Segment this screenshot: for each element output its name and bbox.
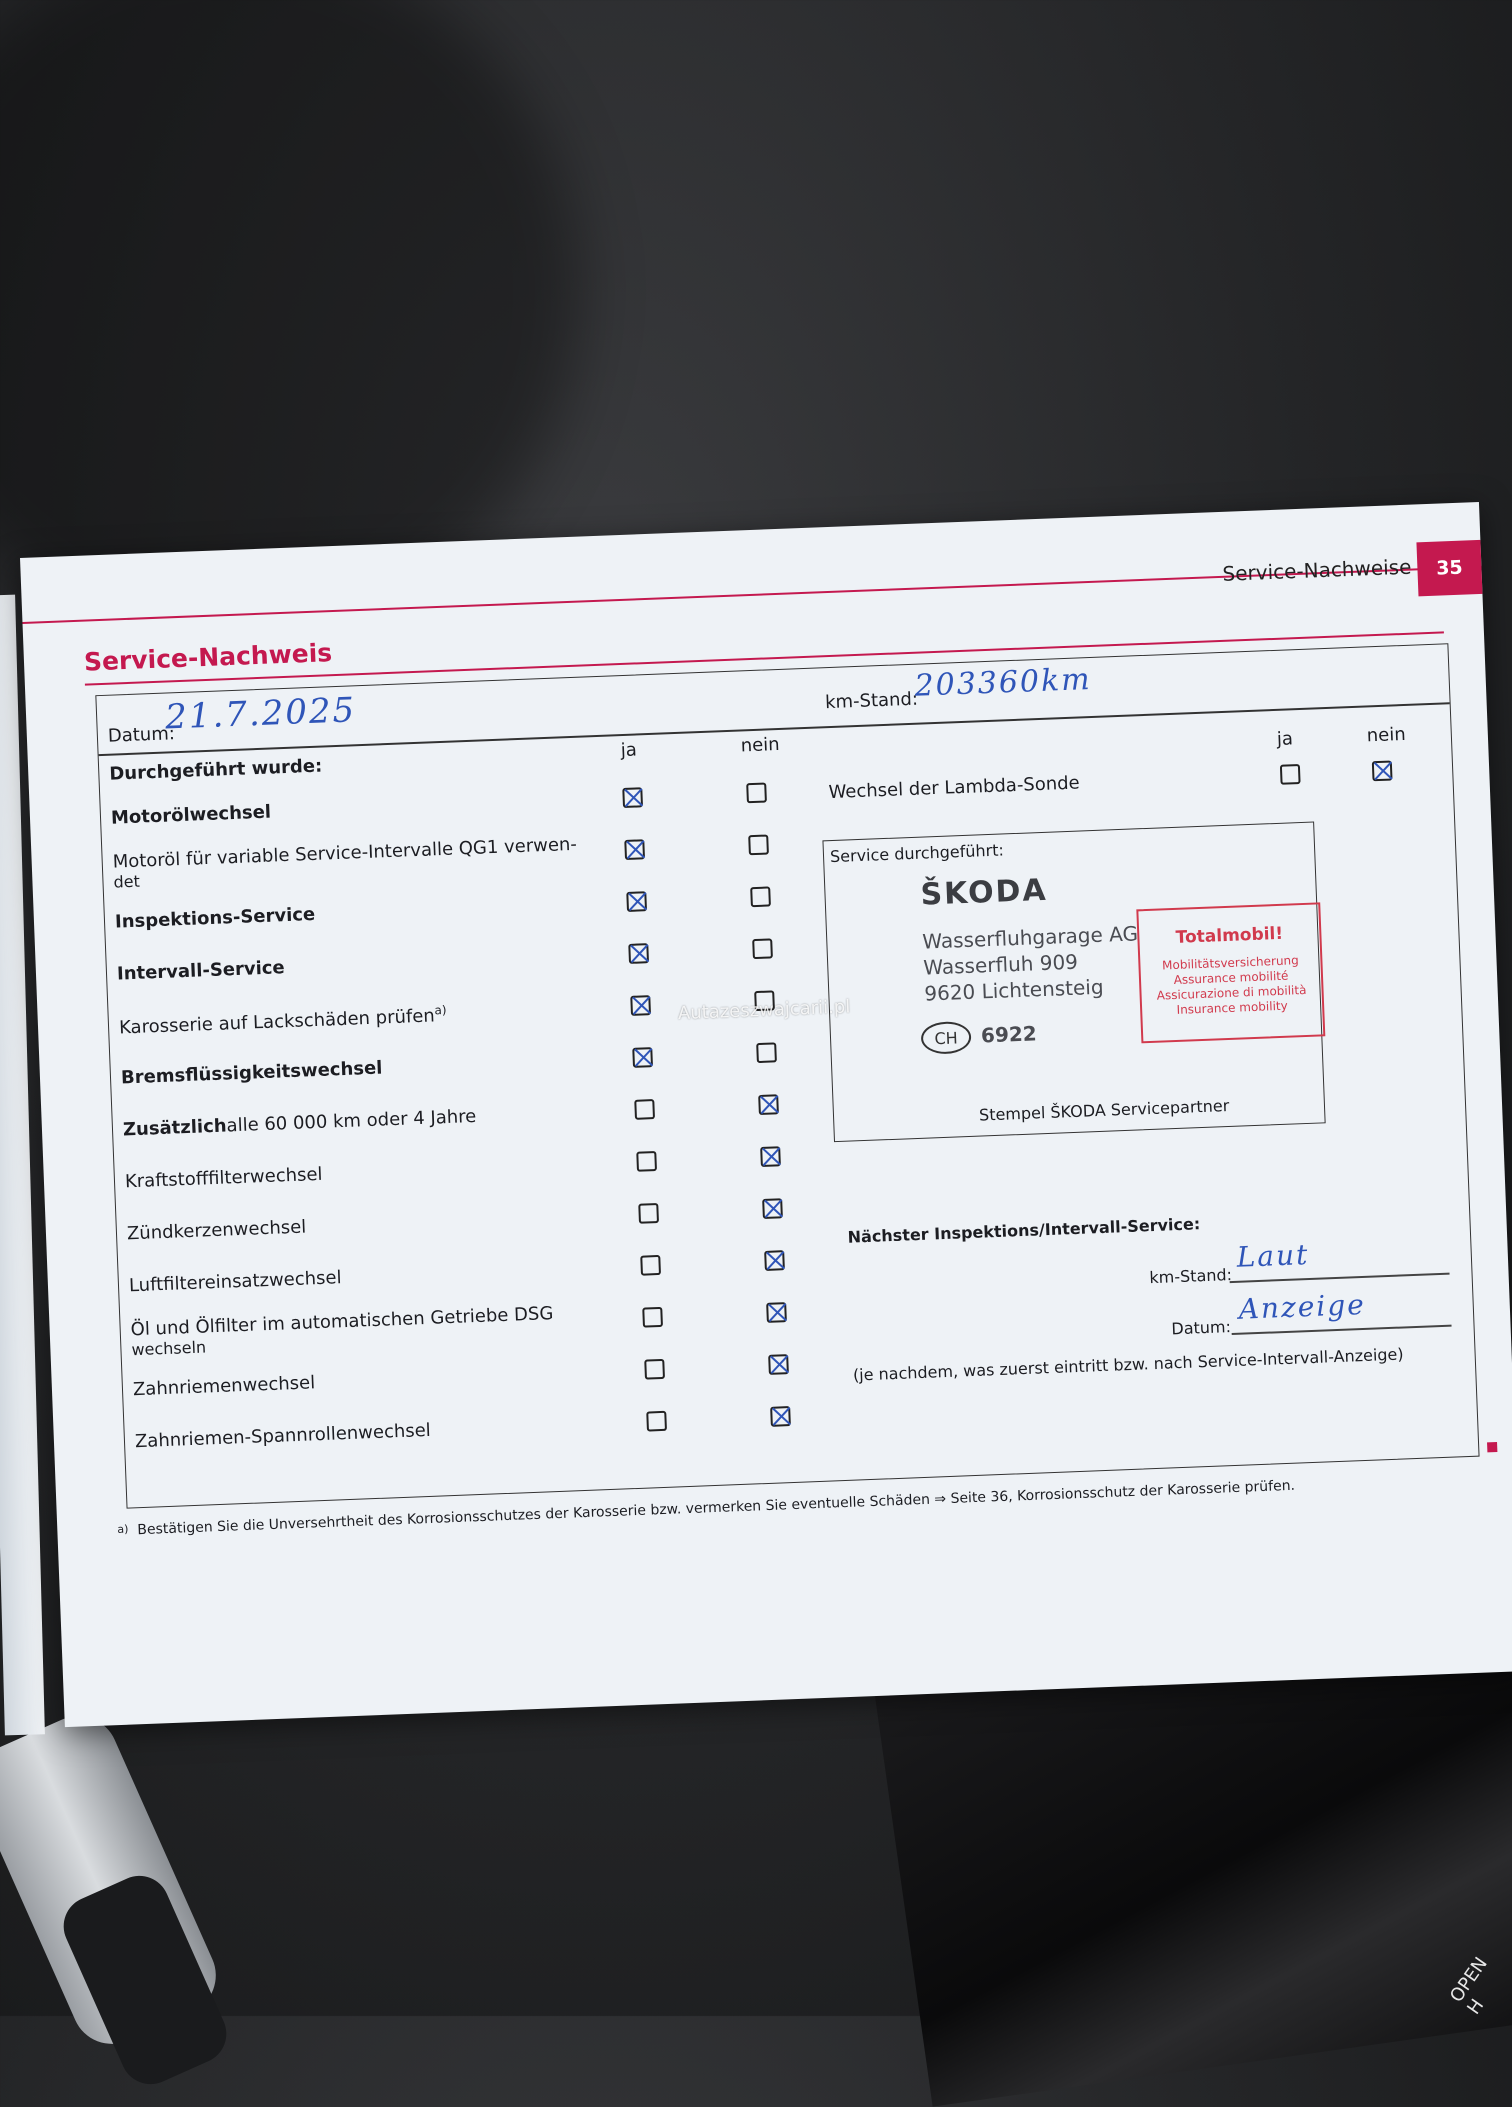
km-value: 203360km [913,661,1093,704]
item-label-text: Karosserie auf Lackschäden prüfen [118,1005,436,1039]
end-mark [1487,1442,1497,1452]
item-nein-checkbox[interactable] [758,1094,779,1115]
header-section-title: Service-Nachweise [1222,554,1412,586]
item-label-text: Zündkerzenwechsel [126,1216,307,1245]
stamp-caption: Stempel ŠKODA Servicepartner [978,1095,1230,1125]
next-km-value: Laut [1236,1238,1310,1274]
item-ja-checkbox[interactable] [624,839,645,860]
partner-line: Assurance mobilité [1173,968,1289,988]
item-ja-checkbox[interactable] [626,891,647,912]
item-nein-checkbox[interactable] [750,886,771,907]
item-label [112,834,578,892]
item-ja-checkbox[interactable] [638,1203,659,1224]
item-nein-checkbox[interactable] [768,1354,789,1375]
next-km-line [1230,1273,1450,1283]
col-nein-right: nein [1366,723,1407,747]
item-label [123,1106,477,1141]
item-label-bold: Zusätzlich [122,1115,227,1141]
item-label-text: Bremsflüssigkeitswechsel [120,1057,383,1089]
item-nein-checkbox[interactable] [748,834,769,855]
totalmobil-stamp [1136,902,1325,1043]
item-nein-checkbox[interactable] [762,1198,783,1219]
next-service-label: Nächster Inspektions/Intervall-Service: [847,1214,1201,1247]
watermark: Autazeszwajcarii.pl [677,996,851,1025]
footnote: Bestätigen Sie die Unversehrtheit des Korrosionsschutzes der Karosserie bzw. vermerken Sie eventuelle Schäden ⇒ Seite 36, Korrosionsschutz der Karosserie prüfen. [137,1477,1296,1539]
stamp-number: 6922 [980,1021,1038,1048]
footnote-ref: a) [434,1002,447,1018]
item-label-text: Motorölwechsel [110,801,272,829]
item-ja-checkbox[interactable] [636,1151,657,1172]
item-label-line2: det [113,871,141,892]
item-ja-checkbox[interactable] [628,943,649,964]
item-label [125,1164,323,1193]
item-ja-checkbox[interactable] [640,1255,661,1276]
item-nein-checkbox[interactable] [760,1146,781,1167]
item-label-line2: wechseln [131,1337,207,1360]
item-label-text: Zahnriemen-Spannrollenwechsel [134,1419,432,1453]
item-label-text: Luftfiltereinsatzwechsel [128,1267,342,1297]
country-oval: CH [921,1021,972,1055]
partner-line: Insurance mobility [1176,998,1288,1017]
next-note: (je nachdem, was zuerst eintritt bzw. nach Service-Intervall-Anzeige) [852,1344,1404,1385]
item-label-text: Intervall-Service [116,957,286,985]
form-title: Service-Nachweis [83,638,333,677]
item-ja-checkbox[interactable] [632,1047,653,1068]
km-label: km-Stand: [824,688,919,714]
page-number: 35 [1416,540,1482,596]
item-label [115,904,316,933]
item-label-text: Inspektions-Service [114,903,316,933]
next-km-label: km-Stand: [1149,1265,1233,1288]
item-label [111,802,272,829]
performed-label: Durchgeführt wurde: [108,755,323,785]
item-label [130,1303,554,1359]
item-label [133,1372,316,1400]
item-label [135,1420,432,1452]
item-nein-checkbox[interactable] [764,1250,785,1271]
item-nein-checkbox[interactable] [766,1302,787,1323]
item-ja-checkbox[interactable] [644,1359,665,1380]
item-label-text: Motoröl für variable Service-Intervalle QG1 verwen- [112,833,578,873]
bag-label: OPEN H [1446,1953,1492,2019]
item-ja-checkbox[interactable] [634,1099,655,1120]
skoda-logo: ŠKODA [919,872,1049,913]
item-label [119,1003,448,1039]
lambda-nein-checkbox[interactable] [1372,760,1393,781]
next-date-value: Anzeige [1238,1287,1367,1326]
item-nein-checkbox[interactable] [770,1406,791,1427]
lambda-ja-checkbox[interactable] [1280,764,1301,785]
item-ja-checkbox[interactable] [622,787,643,808]
item-label-text: Öl und Ölfilter im automatischen Getriebe DSG [130,1303,554,1341]
item-label [129,1267,342,1296]
service-form [95,643,1479,1508]
item-ja-checkbox[interactable] [646,1411,667,1432]
item-label-text: alle 60 000 km oder 4 Jahre [226,1105,477,1137]
item-nein-checkbox[interactable] [756,1042,777,1063]
totalmobil-title: Totalmobil! [1175,923,1284,948]
datum-label: Datum: [107,723,176,747]
item-ja-checkbox[interactable] [642,1307,663,1328]
item-nein-checkbox[interactable] [752,938,773,959]
col-ja-right: ja [1276,728,1294,750]
item-label [121,1057,383,1088]
partner-line: Assicurazione di mobilità [1156,982,1307,1003]
next-date-label: Datum: [1171,1317,1232,1339]
lambda-label: Wechsel der Lambda-Sonde [828,772,1081,804]
item-nein-checkbox[interactable] [746,783,767,804]
stamp-line2: Wasserfluh 909 [922,949,1079,980]
item-label-text: Kraftstofffilterwechsel [124,1163,323,1193]
service-book-page [20,502,1512,1727]
item-label [117,957,285,984]
col-ja: ja [620,739,638,762]
item-label [127,1217,307,1245]
partner-line: Mobilitätsversicherung [1161,953,1299,973]
item-label-text: Zahnriemenwechsel [132,1372,316,1401]
stamp-line1: Wasserfluhgarage AG [921,921,1139,954]
footnote-marker: a) [117,1522,129,1536]
item-ja-checkbox[interactable] [630,995,651,1016]
col-nein: nein [740,733,781,757]
next-date-line [1232,1325,1452,1335]
stamp-line3: 9620 Lichtensteig [923,974,1104,1006]
service-stamp-box [822,822,1325,1143]
service-done-label: Service durchgeführt: [829,840,1005,867]
datum-value: 21.7.2025 [164,690,357,738]
